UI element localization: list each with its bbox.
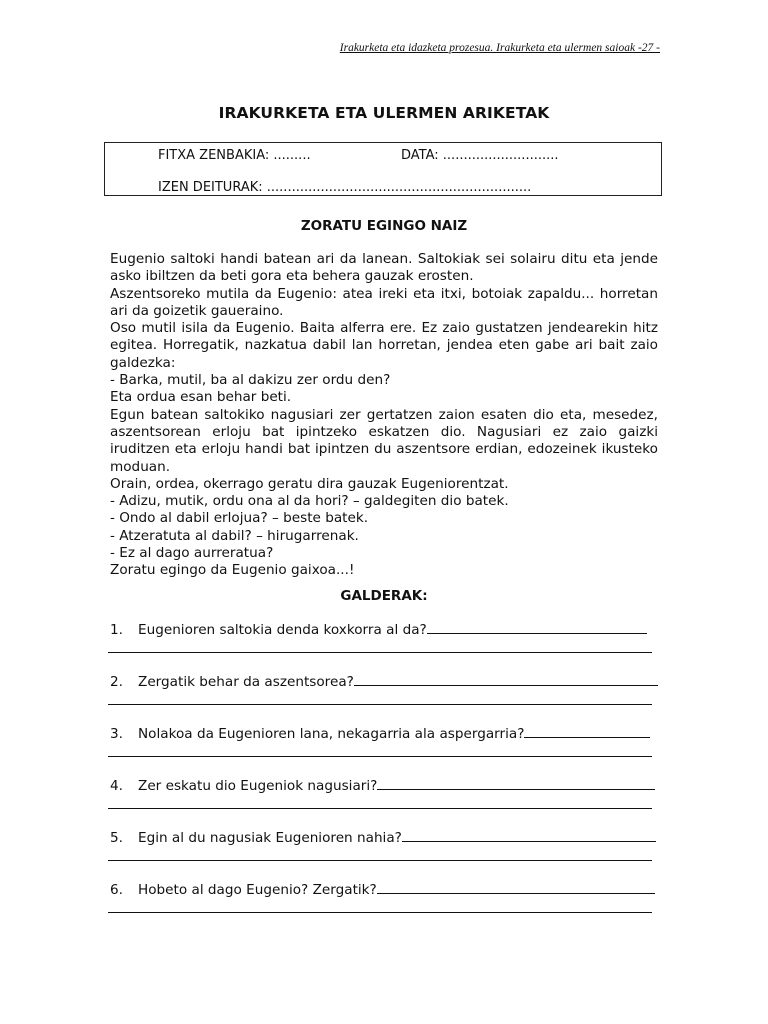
answer-line[interactable] bbox=[108, 860, 652, 861]
fitxa-value[interactable]: ......... bbox=[273, 148, 311, 163]
story-paragraph: - Atzeratuta al dabil? – hirugarrenak. bbox=[110, 527, 359, 544]
story-paragraph: - Ondo al dabil erlojua? – beste batek. bbox=[110, 510, 369, 527]
name-row bbox=[158, 180, 531, 195]
name-label: IZEN DEITURAK: bbox=[158, 180, 263, 195]
question-text: Zergatik behar da aszentsorea? bbox=[138, 674, 354, 690]
answer-blank[interactable] bbox=[524, 725, 650, 738]
date-row bbox=[401, 148, 559, 163]
story-paragraph: Eugenio saltoki handi batean ari da lanean. Saltokiak sei solairu ditu eta jende asko ibiltzen da beti gora eta behera gauzak erosten. bbox=[110, 251, 658, 285]
questions-title: GALDERAK: bbox=[340, 588, 428, 604]
story-paragraph: Zoratu egingo da Eugenio gaixoa...! bbox=[110, 562, 355, 579]
answer-line[interactable] bbox=[108, 808, 652, 809]
question-item bbox=[110, 673, 658, 725]
fitxa-label: FITXA ZENBAKIA: bbox=[158, 148, 270, 163]
story-title: ZORATU EGINGO NAIZ bbox=[300, 218, 468, 234]
question-text: Nolakoa da Eugenioren lana, nekagarria ala aspergarria? bbox=[138, 726, 525, 742]
answer-blank[interactable] bbox=[377, 777, 655, 790]
story-paragraph: Eta ordua esan behar beti. bbox=[110, 389, 292, 406]
story-paragraph: - Adizu, mutik, ordu ona al da hori? – galdegiten dio batek. bbox=[110, 493, 509, 510]
question-text: Zer eskatu dio Eugeniok nagusiari? bbox=[138, 778, 378, 794]
question-item bbox=[110, 725, 658, 777]
story-paragraph: - Ez al dago aurreratua? bbox=[110, 545, 274, 562]
question-item bbox=[110, 621, 658, 673]
fitxa-row bbox=[158, 148, 311, 163]
answer-line[interactable] bbox=[108, 912, 652, 913]
story-text bbox=[110, 251, 658, 580]
question-text: Eugenioren saltokia denda koxkorra al da? bbox=[138, 622, 427, 638]
question-number: 4. bbox=[110, 778, 123, 794]
story-paragraph: Egun batean saltokiko nagusiari zer gertatzen zaion esaten dio eta, mesedez, aszentsorean erloju bat ipintzeko eskatzen dio. Nagusiari ez zaio gaizki iruditzen eta erloju handi bat ipintzen du aszentsore erdian, edozeinek ikusteko moduan. bbox=[110, 406, 658, 475]
running-header: Irakurketa eta idazketa prozesua. Irakurketa eta ulermen saioak -27 - bbox=[339, 42, 660, 54]
student-info-box bbox=[104, 142, 662, 196]
question-text: Egin al du nagusiak Eugenioren nahia? bbox=[138, 830, 402, 846]
answer-blank[interactable] bbox=[354, 673, 658, 686]
story-paragraph: Orain, ordea, okerrago geratu dira gauzak Eugeniorentzat. bbox=[110, 475, 509, 492]
answer-blank[interactable] bbox=[402, 829, 656, 842]
questions-list bbox=[110, 621, 658, 933]
question-number: 5. bbox=[110, 830, 123, 846]
answer-blank[interactable] bbox=[427, 621, 647, 634]
date-label: DATA: bbox=[401, 148, 439, 163]
answer-line[interactable] bbox=[108, 704, 652, 705]
story-paragraph: Oso mutil isila da Eugenio. Baita alferra ere. Ez zaio gustatzen jendearekin hitz egitea. Horregatik, nazkatua dabil lan horretan, jendea eten gabe ari bait zaio galdezka: bbox=[110, 320, 658, 371]
answer-blank[interactable] bbox=[377, 881, 655, 894]
date-value[interactable]: ............................ bbox=[442, 148, 559, 163]
answer-line[interactable] bbox=[108, 652, 652, 653]
question-number: 6. bbox=[110, 882, 123, 898]
question-item bbox=[110, 881, 658, 933]
question-number: 2. bbox=[110, 674, 123, 690]
question-number: 3. bbox=[110, 726, 123, 742]
question-item bbox=[110, 829, 658, 881]
name-value[interactable]: ................................................................ bbox=[266, 180, 532, 195]
story-paragraph: Aszentsoreko mutila da Eugenio: atea ireki eta itxi, botoiak zapaldu... horretan ari da goizetik gaueraino. bbox=[110, 285, 658, 319]
question-text: Hobeto al dago Eugenio? Zergatik? bbox=[138, 882, 377, 898]
question-number: 1. bbox=[110, 622, 123, 638]
document-title: IRAKURKETA ETA ULERMEN ARIKETAK bbox=[218, 104, 550, 122]
question-item bbox=[110, 777, 658, 829]
answer-line[interactable] bbox=[108, 756, 652, 757]
story-paragraph: - Barka, mutil, ba al dakizu zer ordu den? bbox=[110, 372, 391, 389]
